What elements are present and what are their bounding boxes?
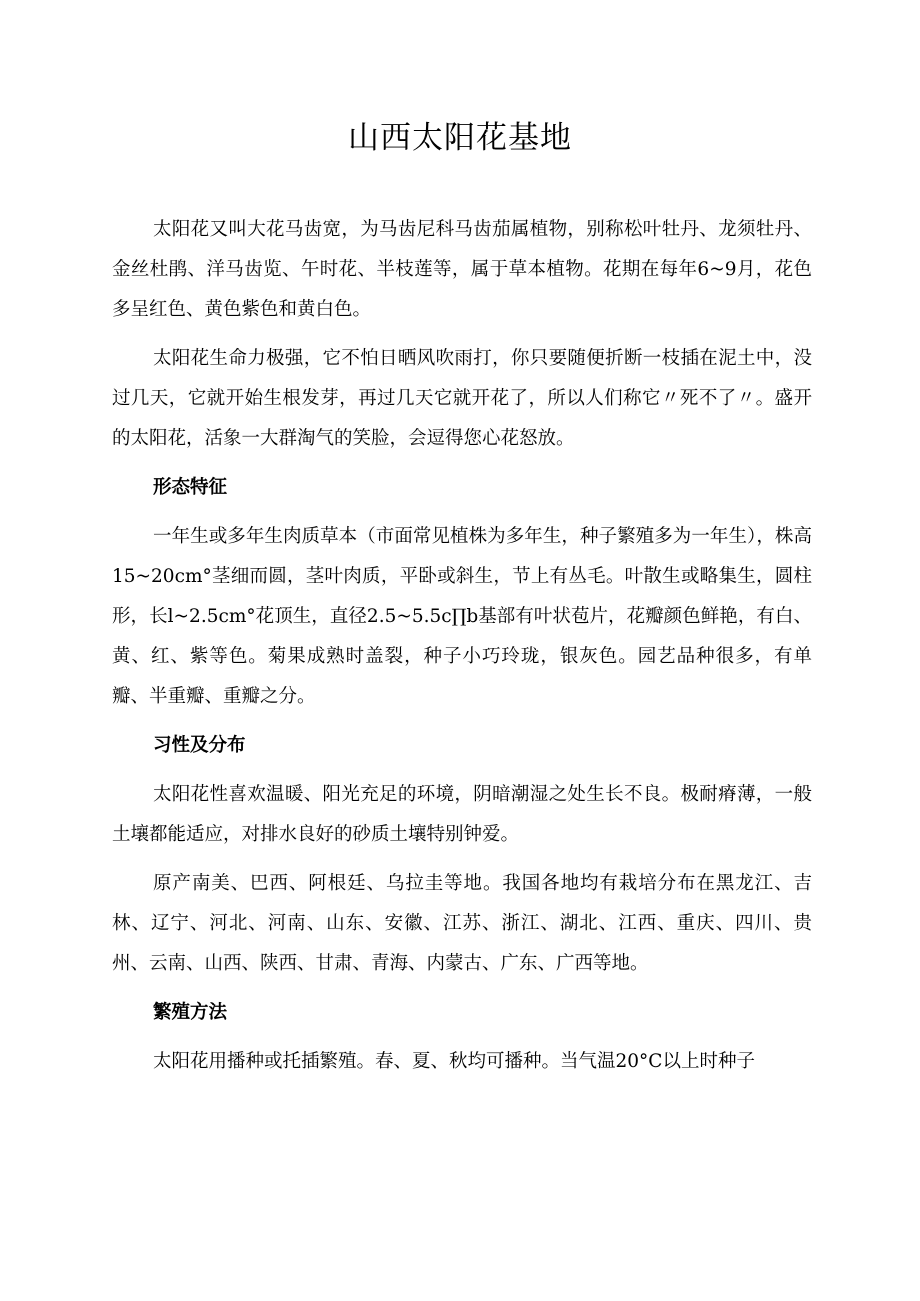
intro-paragraph-1: 太阳花又叫大花马齿宽，为马齿尼科马齿茄属植物，别称松叶牡丹、龙须牡丹、金丝杜鹃、洋马齿览、午时花、半枝莲等，属于草本植物。花期在每年6~9月，花色多呈红色、黄色紫色和黄白色。 <box>112 219 812 320</box>
morphology-heading: 形态特征 <box>153 477 228 498</box>
habit-paragraph-2: 原产南美、巴西、阿根廷、乌拉圭等地。我国各地均有栽培分布在黑龙江、吉林、辽宁、河北、河南、山东、安徽、江苏、浙江、湖北、江西、重庆、四川、贵州、云南、山西、陕西、甘肃、青海、内蒙古、广东、广西等地。 <box>112 873 812 974</box>
propagation-paragraph: 太阳花用播种或托插繁殖。春、夏、秋均可播种。当气温20°C以上时种子 <box>153 1051 755 1072</box>
page-title: 山西太阳花基地 <box>348 120 572 156</box>
morphology-paragraph: 一年生或多年生肉质草本（市面常见植株为多年生，种子繁殖多为一年生），株高15~20cm°茎细而圆，茎叶肉质，平卧或斜生，节上有丛毛。叶散生或略集生，圆柱形，长l~2.5cm°花顶生，直径2.5~5.5c∏b基部有叶状苞片，花瓣颜色鲜艳，有白、黄、红、紫等色。菊果成熟时盖裂，种子小巧玲珑，银灰色。园艺品种很多，有单瓣、半重瓣、重瓣之分。 <box>112 526 812 707</box>
document-body <box>112 210 812 1091</box>
habit-heading: 习性及分布 <box>153 735 246 756</box>
intro-paragraph-2: 太阳花生命力极强，它不怕日晒风吹雨打，你只要随便折断一枝插在泥土中，没过几天，它就开始生根发芽，再过几天它就开花了，所以人们称它〃死不了〃。盛开的太阳花，活象一大群淘气的笑脸，会逗得您心花怒放。 <box>112 348 812 449</box>
habit-paragraph-1: 太阳花性喜欢温暖、阳光充足的环境，阴暗潮湿之处生长不良。极耐瘠薄，一般土壤都能适应，对排水良好的砂质土壤特别钟爱。 <box>112 784 812 845</box>
propagation-heading: 繁殖方法 <box>153 1002 228 1023</box>
